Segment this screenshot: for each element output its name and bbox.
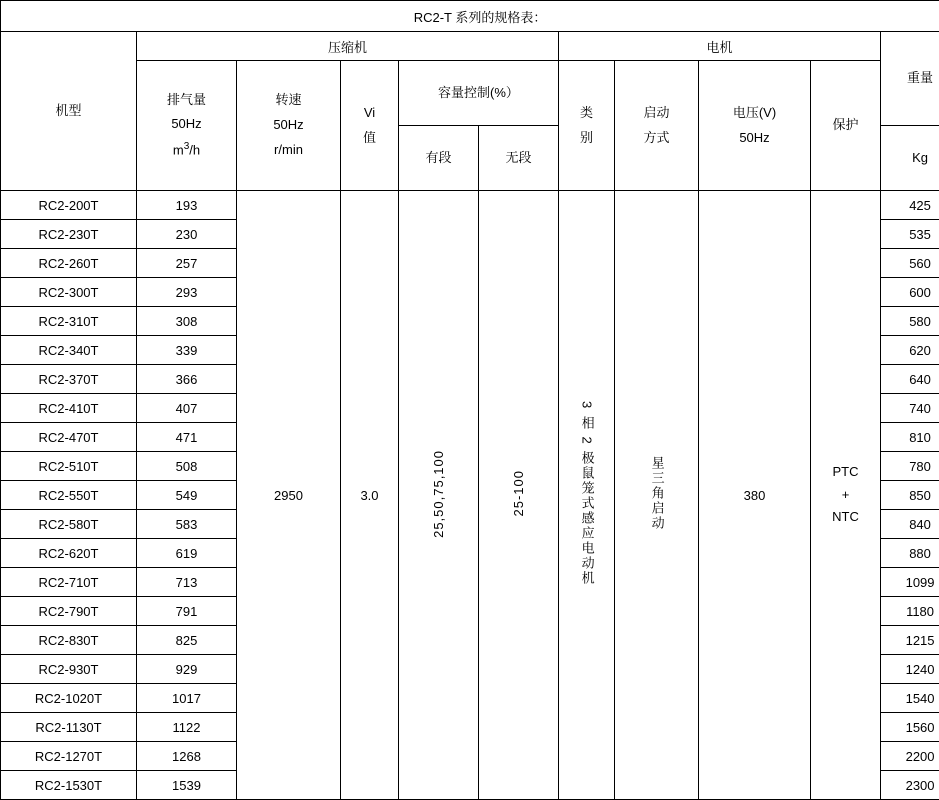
- header-group-motor: 电机: [559, 32, 881, 61]
- cell-displacement: 825: [137, 626, 237, 655]
- cell-protection-merged: [811, 191, 881, 800]
- cell-displacement: 230: [137, 220, 237, 249]
- cell-weight: 2300: [881, 771, 939, 800]
- column-header-row: [1, 61, 939, 126]
- header-voltage: [699, 61, 811, 191]
- header-model: 机型: [1, 32, 137, 191]
- cell-weight: 2200: [881, 742, 939, 771]
- cell-model: RC2-410T: [1, 394, 137, 423]
- cell-model: RC2-1530T: [1, 771, 137, 800]
- cell-displacement: 929: [137, 655, 237, 684]
- cell-weight: 880: [881, 539, 939, 568]
- header-weight-unit: Kg: [881, 125, 939, 190]
- cell-model: RC2-230T: [1, 220, 137, 249]
- cell-start-method-merged: 星三角启动: [615, 191, 699, 800]
- cell-displacement: 339: [137, 336, 237, 365]
- header-motor-type-line2: 别: [579, 129, 593, 145]
- cell-model: RC2-310T: [1, 307, 137, 336]
- cell-model: RC2-1270T: [1, 742, 137, 771]
- cell-model: RC2-370T: [1, 365, 137, 394]
- cell-weight: 740: [881, 394, 939, 423]
- group-header-row: [1, 32, 939, 61]
- table-row: [1, 191, 939, 220]
- header-group-compressor: 压缩机: [137, 32, 559, 61]
- cell-capacity-stepped-merged: 25,50,75,100: [399, 191, 479, 800]
- header-start-method: [615, 61, 699, 191]
- cell-voltage-merged: 380: [699, 191, 811, 800]
- cell-displacement: 1539: [137, 771, 237, 800]
- cell-weight: 1180: [881, 597, 939, 626]
- cell-weight: 780: [881, 452, 939, 481]
- header-displacement-line1: 排气量: [166, 91, 206, 107]
- cell-displacement: 791: [137, 597, 237, 626]
- cell-model: RC2-580T: [1, 510, 137, 539]
- cell-model: RC2-200T: [1, 191, 137, 220]
- cell-weight: 560: [881, 249, 939, 278]
- cell-displacement: 508: [137, 452, 237, 481]
- cell-model: RC2-510T: [1, 452, 137, 481]
- header-displacement: [137, 61, 237, 191]
- cell-model: RC2-260T: [1, 249, 137, 278]
- header-speed-line3: r/min: [274, 141, 303, 157]
- header-speed-line1: 转速: [275, 92, 302, 108]
- header-capacity-stepless: 无段: [479, 125, 559, 190]
- cell-weight: 810: [881, 423, 939, 452]
- cell-model: RC2-620T: [1, 539, 137, 568]
- cell-displacement: 583: [137, 510, 237, 539]
- cell-model: RC2-550T: [1, 481, 137, 510]
- header-start-line2: 方式: [643, 129, 670, 145]
- cell-weight: 1240: [881, 655, 939, 684]
- cell-weight: 1099: [881, 568, 939, 597]
- cell-weight: 425: [881, 191, 939, 220]
- header-start-line1: 启动: [643, 104, 670, 120]
- protection-line-2: +: [841, 486, 850, 502]
- cell-displacement: 257: [137, 249, 237, 278]
- header-motor-type: [559, 61, 615, 191]
- header-vi-line1: Vi: [363, 104, 376, 120]
- cell-model: RC2-790T: [1, 597, 137, 626]
- cell-model: RC2-1020T: [1, 684, 137, 713]
- cell-weight: 535: [881, 220, 939, 249]
- cell-displacement: 471: [137, 423, 237, 452]
- header-voltage-line2: 50Hz: [739, 129, 770, 145]
- cell-displacement: 1268: [137, 742, 237, 771]
- cell-displacement: 193: [137, 191, 237, 220]
- cell-weight: 580: [881, 307, 939, 336]
- cell-displacement: 366: [137, 365, 237, 394]
- header-protection: 保护: [811, 61, 881, 191]
- header-capacity-control: 容量控制(%）: [399, 61, 559, 126]
- cell-weight: 600: [881, 278, 939, 307]
- header-vi-line2: 值: [362, 129, 376, 145]
- cell-model: RC2-470T: [1, 423, 137, 452]
- cell-model: RC2-1130T: [1, 713, 137, 742]
- cell-displacement: 308: [137, 307, 237, 336]
- header-speed-line2: 50Hz: [273, 117, 304, 133]
- cell-displacement: 619: [137, 539, 237, 568]
- cell-displacement: 293: [137, 278, 237, 307]
- cell-displacement: 1017: [137, 684, 237, 713]
- cell-weight: 1560: [881, 713, 939, 742]
- cell-model: RC2-340T: [1, 336, 137, 365]
- cell-weight: 1540: [881, 684, 939, 713]
- cell-motor-type-merged: 3 相 2 极鼠笼式感应电动机: [559, 191, 615, 800]
- header-speed: [237, 61, 341, 191]
- cell-displacement: 713: [137, 568, 237, 597]
- header-weight: 重量: [881, 32, 939, 126]
- cell-speed-merged: 2950: [237, 191, 341, 800]
- protection-line-3: NTC: [832, 509, 859, 525]
- cell-model: RC2-930T: [1, 655, 137, 684]
- cell-displacement: 549: [137, 481, 237, 510]
- cell-displacement: 407: [137, 394, 237, 423]
- cell-capacity-stepless-merged: 25-100: [479, 191, 559, 800]
- cell-weight: 1215: [881, 626, 939, 655]
- cell-vi-merged: 3.0: [341, 191, 399, 800]
- header-capacity-stepped: 有段: [399, 125, 479, 190]
- title-row: [1, 1, 939, 32]
- protection-line-1: PTC: [832, 463, 859, 479]
- cell-weight: 620: [881, 336, 939, 365]
- header-displacement-line2: 50Hz: [171, 116, 202, 132]
- cell-model: RC2-830T: [1, 626, 137, 655]
- cell-weight: 850: [881, 481, 939, 510]
- header-displacement-unit: $m^3/h$: [172, 141, 201, 158]
- cell-weight: 840: [881, 510, 939, 539]
- cell-model: RC2-300T: [1, 278, 137, 307]
- cell-weight: 640: [881, 365, 939, 394]
- cell-model: RC2-710T: [1, 568, 137, 597]
- table-title: RC2-T 系列的规格表：: [1, 1, 939, 32]
- cell-displacement: 1122: [137, 713, 237, 742]
- header-voltage-line1: 电压(V): [732, 104, 777, 120]
- header-motor-type-line1: 类: [579, 104, 593, 120]
- header-vi: [341, 61, 399, 191]
